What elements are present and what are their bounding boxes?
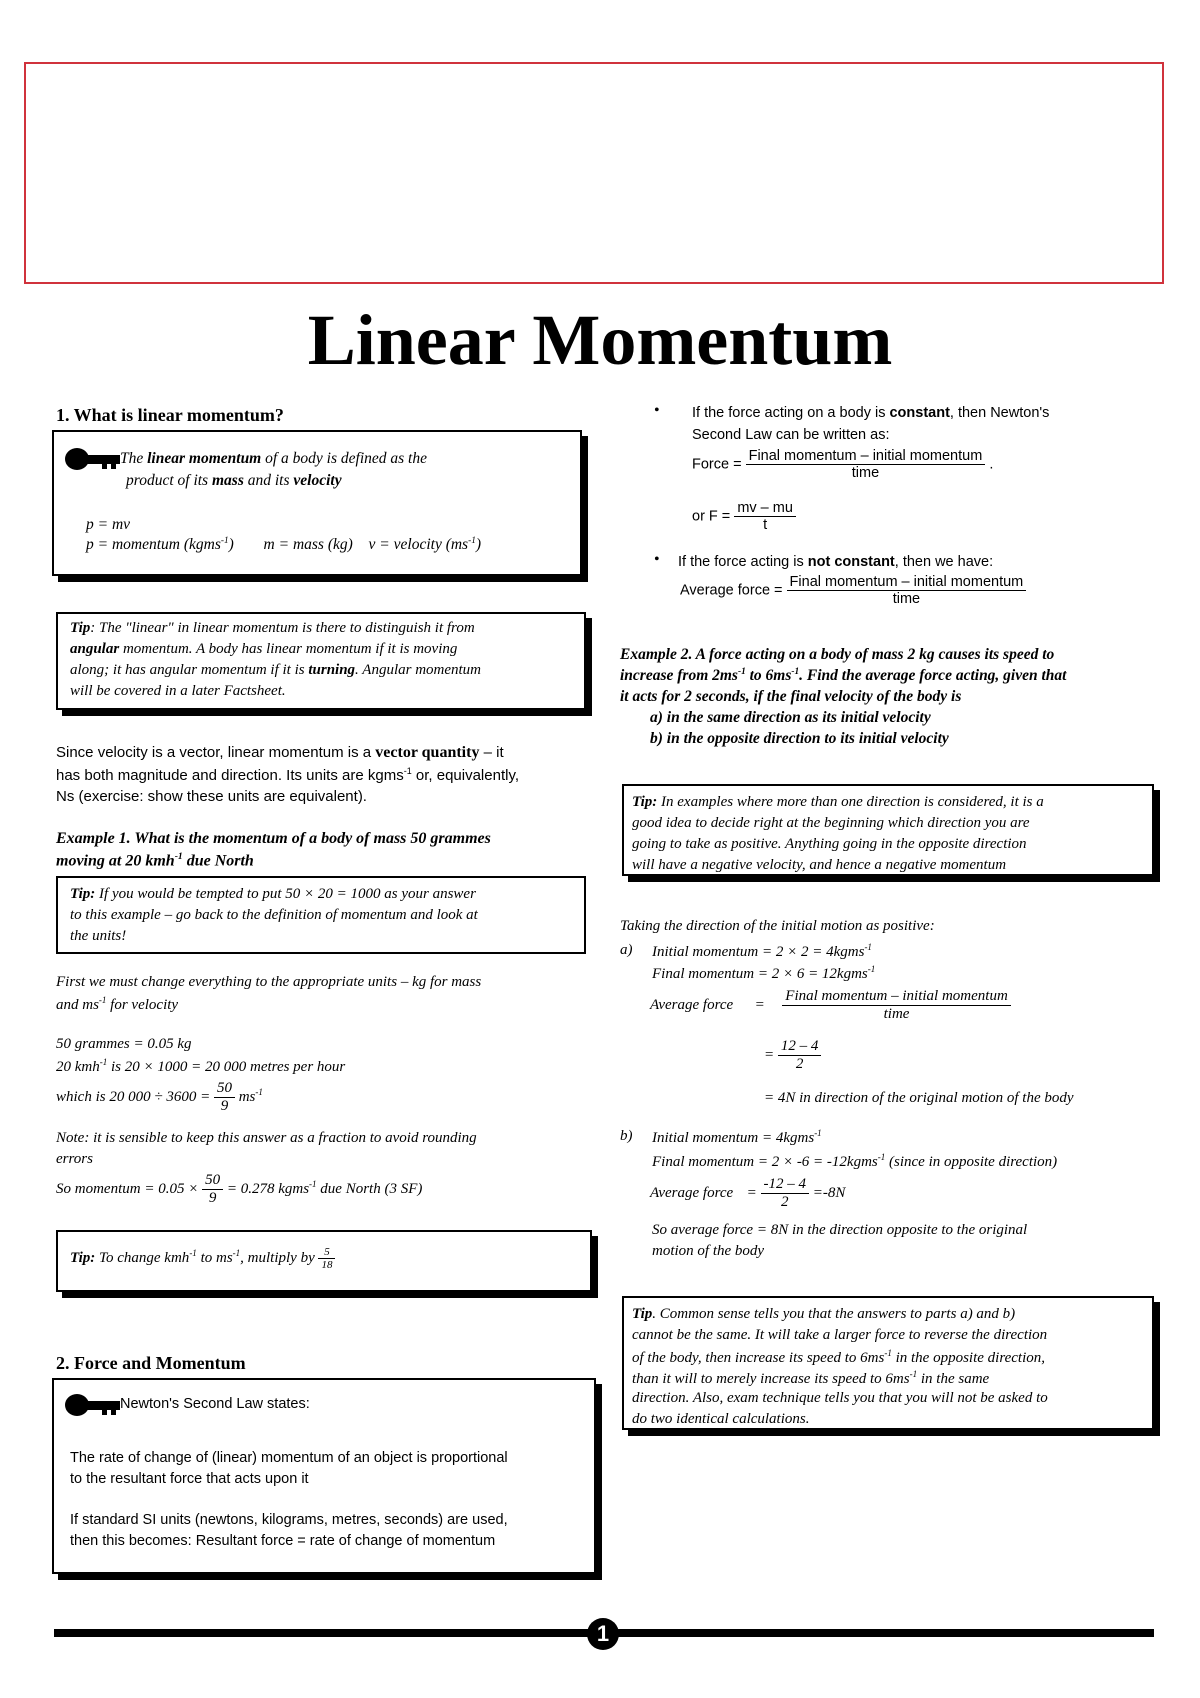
bullet-icon: • [654,402,660,419]
tip-box-1 [56,612,586,710]
working-text: 20 kmh [56,1059,100,1075]
tip1-text: along; it has angular momentum if it is [70,662,305,678]
tip-label: Tip: [632,794,658,810]
tip1-bold-angular: angular [70,641,120,657]
section2-heading: 2. Force and Momentum [56,1353,246,1373]
force-text: If the force acting is [678,554,804,570]
tip5-text: . Common sense tells you that the answers to parts a) and b) [652,1306,1016,1322]
def-term-linear-momentum: linear momentum [147,450,262,467]
tip-box-3: Tip: To change kmh$^{-1}$ to $ms^{-1}$, multiply by $\frac{5}{18}$ [56,1230,592,1292]
example1-question: moving at 20 kmh [56,852,175,870]
tip-label: Tip [632,1306,653,1322]
working-fraction-line: which is 20 000 ÷ 3600 = $\frac{50}{9}$ $ms^{-1}$ [56,1080,263,1114]
tip5-text: do two identical calculations. [632,1411,810,1427]
final-momentum-b: Final momentum = 2 × -6 = -12kgms [652,1154,878,1170]
formula-p-mv: p = mv [86,516,131,533]
tip4-text: good idea to decide right at the beginning which direction you are [632,815,1030,831]
average-force-a-step: = $\frac{12 - 4}{2}$ [764,1038,821,1073]
constant-term: constant [889,405,950,421]
key-icon [64,446,122,472]
header-placeholder-box [24,62,1164,284]
working-text: is 20 × 1000 = 20 000 metres per hour [111,1059,346,1075]
momentum-answer: So momentum = 0.05 × $\frac{50}{9}$ = 0.278 kgms$^{-1}$ due North (3 SF) [56,1172,423,1206]
tip2-text: to this example – go back to the definition of momentum and look at [70,907,478,923]
force-text: , then Newton's [949,405,1050,421]
key-icon [64,1392,122,1418]
tip5-text: direction. Also, exam technique tells you that you will not be asked to [632,1390,1048,1406]
newton-law-box [52,1378,596,1574]
example1-question: Example 1. What is the momentum of a body of mass 50 grammes [56,830,491,847]
tip1-text: will be covered in a later Factsheet. [70,683,286,699]
example2-question: . Find the average force acting, given that [799,667,1067,685]
working-text: First we must change everything to the appropriate units – kg for mass [56,974,482,990]
force-text: Second Law can be written as: [692,427,890,443]
tip4-text: will have a negative velocity, and hence a negative momentum [632,857,1007,873]
var-m: m = mass (kg) [263,536,353,554]
example2-question: to 6ms [749,667,792,685]
def-text: and its [247,472,290,489]
working-text: 50 grammes = 0.05 kg [56,1036,192,1052]
page-title: Linear Momentum [307,300,893,380]
tip5-text: in the same [920,1371,990,1387]
def-text: of a body is defined as the [265,450,427,467]
def-text: product of its [126,472,209,489]
section1-heading: 1. What is linear momentum? [56,405,284,425]
tip-label: Tip: [70,886,96,902]
tip-label: Tip: [70,1249,96,1266]
fraction-5-18: $\frac{5}{18}$ [318,1246,335,1271]
var-v: v = velocity $(ms^{-1})$ [368,536,482,554]
tip-label: Tip [70,620,91,636]
initial-momentum-a: Initial momentum = 2 × 2 = 4kgms [652,944,865,960]
average-force-b-summary: motion of the body [652,1243,765,1259]
average-force-a: Average force = $\frac{\text{Final momentum – initial momentum}}{\text{time}}$ [650,988,1011,1023]
def-term-mass: mass [211,472,244,489]
tip5-text: cannot be the same. It will take a larger force to reverse the direction [632,1327,1048,1343]
not-constant-term: not constant [807,554,895,570]
force-text: If the force acting on a body is [692,405,886,421]
working-text: and ms [56,997,99,1013]
working-note: errors [56,1151,93,1167]
newton-law-text: If standard SI units (newtons, kilograms, metres, seconds) are used, [70,1512,508,1528]
average-force-b-summary: So average force = 8N in the direction opposite to the original [652,1222,1028,1238]
newton-law-text: The rate of change of (linear) momentum of an object is proportional [70,1450,508,1466]
tip1-bold-turning: turning [308,662,356,678]
part-b-label: b) [620,1128,633,1144]
tip4-text: In examples where more than one direction is considered, it is a [661,794,1044,810]
newton-law-intro: Newton's Second Law states: [120,1396,310,1412]
tip5-text: of the body, then increase its speed to 6ms [632,1350,885,1366]
tip-box-5: Tip. Common sense tells you that the answers to parts a) and b) cannot be the same. It will take a larger force to reverse the direction of the body, then increase its speed to $6ms^{-1}$ in the opposite direction, than it will to merely increase its speed to $6ms^{-1}$ in the same direction. Also, exam technique tells you that you will not be asked to do two identical calculations. [622,1296,1154,1430]
initial-momentum-b: Initial momentum = 4kgms [652,1130,815,1146]
def-text: The [120,450,144,467]
tip3-text: , multiply by [240,1249,315,1266]
average-force-a-result: = 4N in direction of the original motion of the body [764,1090,1074,1106]
var-p: p = momentum (kgms$^{-1}$) [86,536,234,554]
vector-quantity-term: vector quantity [375,744,480,761]
para-text: Ns (exercise: show these units are equivalent). [56,788,367,805]
para-text: or, equivalently, [415,767,520,784]
example2-part-b: b) in the opposite direction to its initial velocity [650,730,949,747]
newton-law-text: then this becomes: Resultant force = rate of change of momentum [70,1533,496,1549]
working-intro: Taking the direction of the initial motion as positive: [620,918,935,934]
average-force-b: Average force = $\frac{-12 - 4}{2}$ =-8N [650,1176,846,1210]
tip5-text: in the opposite direction, [895,1350,1045,1366]
example1-question: due North [186,852,254,870]
working-text: for velocity [110,997,179,1013]
page-number-badge: 1 [587,1618,619,1650]
definition-box [52,430,582,576]
working-note: Note: it is sensible to keep this answer as a fraction to avoid rounding [56,1130,477,1146]
force-equation-mv-mu: or F = $\frac{mv - mu}{t}$ [692,500,796,533]
average-force-equation: Average force = $\frac{\text{Final momentum – initial momentum}}{\text{time}}$ [680,574,1026,607]
tip1-text: . Angular momentum [355,662,482,678]
tip1-text: : The "linear" in linear momentum is there to distinguish it from [90,620,475,636]
tip1-text: momentum. A body has linear momentum if it is moving [122,641,458,657]
para-text: has both magnitude and direction. Its units are kgms [56,767,404,784]
tip4-text: going to take as positive. Anything going in the opposite direction [632,836,1027,852]
example2-part-a: a) in the same direction as its initial velocity [650,709,931,726]
para-text: Since velocity is a vector, linear momentum is a [56,744,372,761]
para-text: – it [483,744,504,761]
newton-law-text: to the resultant force that acts upon it [70,1471,309,1487]
tip3-text: to ms [200,1249,233,1266]
example2-question: it acts for 2 seconds, if the final velocity of the body is [620,688,962,705]
final-momentum-a: Final momentum = 2 × 6 = 12kgms [652,966,868,982]
final-momentum-b-note: (since in opposite direction) [889,1154,1058,1170]
tip2-text: If you would be tempted to put 50 × 20 = 1000 as your answer [99,886,476,902]
example2-question: increase from 2ms [620,667,738,685]
tip5-text: than it will to merely increase its speed to 6ms [632,1371,910,1387]
part-a-label: a) [620,942,633,958]
example2-question: Example 2. A force acting on a body of mass 2 kg causes its speed to [620,646,1055,663]
force-equation: Force = $\frac{\text{Final momentum – initial momentum}}{\text{time}}$ . [692,448,994,481]
tip-box-2 [56,876,586,954]
bullet-icon: • [654,551,660,568]
tip-box-4 [622,784,1154,876]
tip3-text: To change kmh [99,1249,190,1266]
tip2-text: the units! [70,928,127,944]
force-text: , then we have: [894,554,994,570]
def-term-velocity: velocity [293,472,342,489]
